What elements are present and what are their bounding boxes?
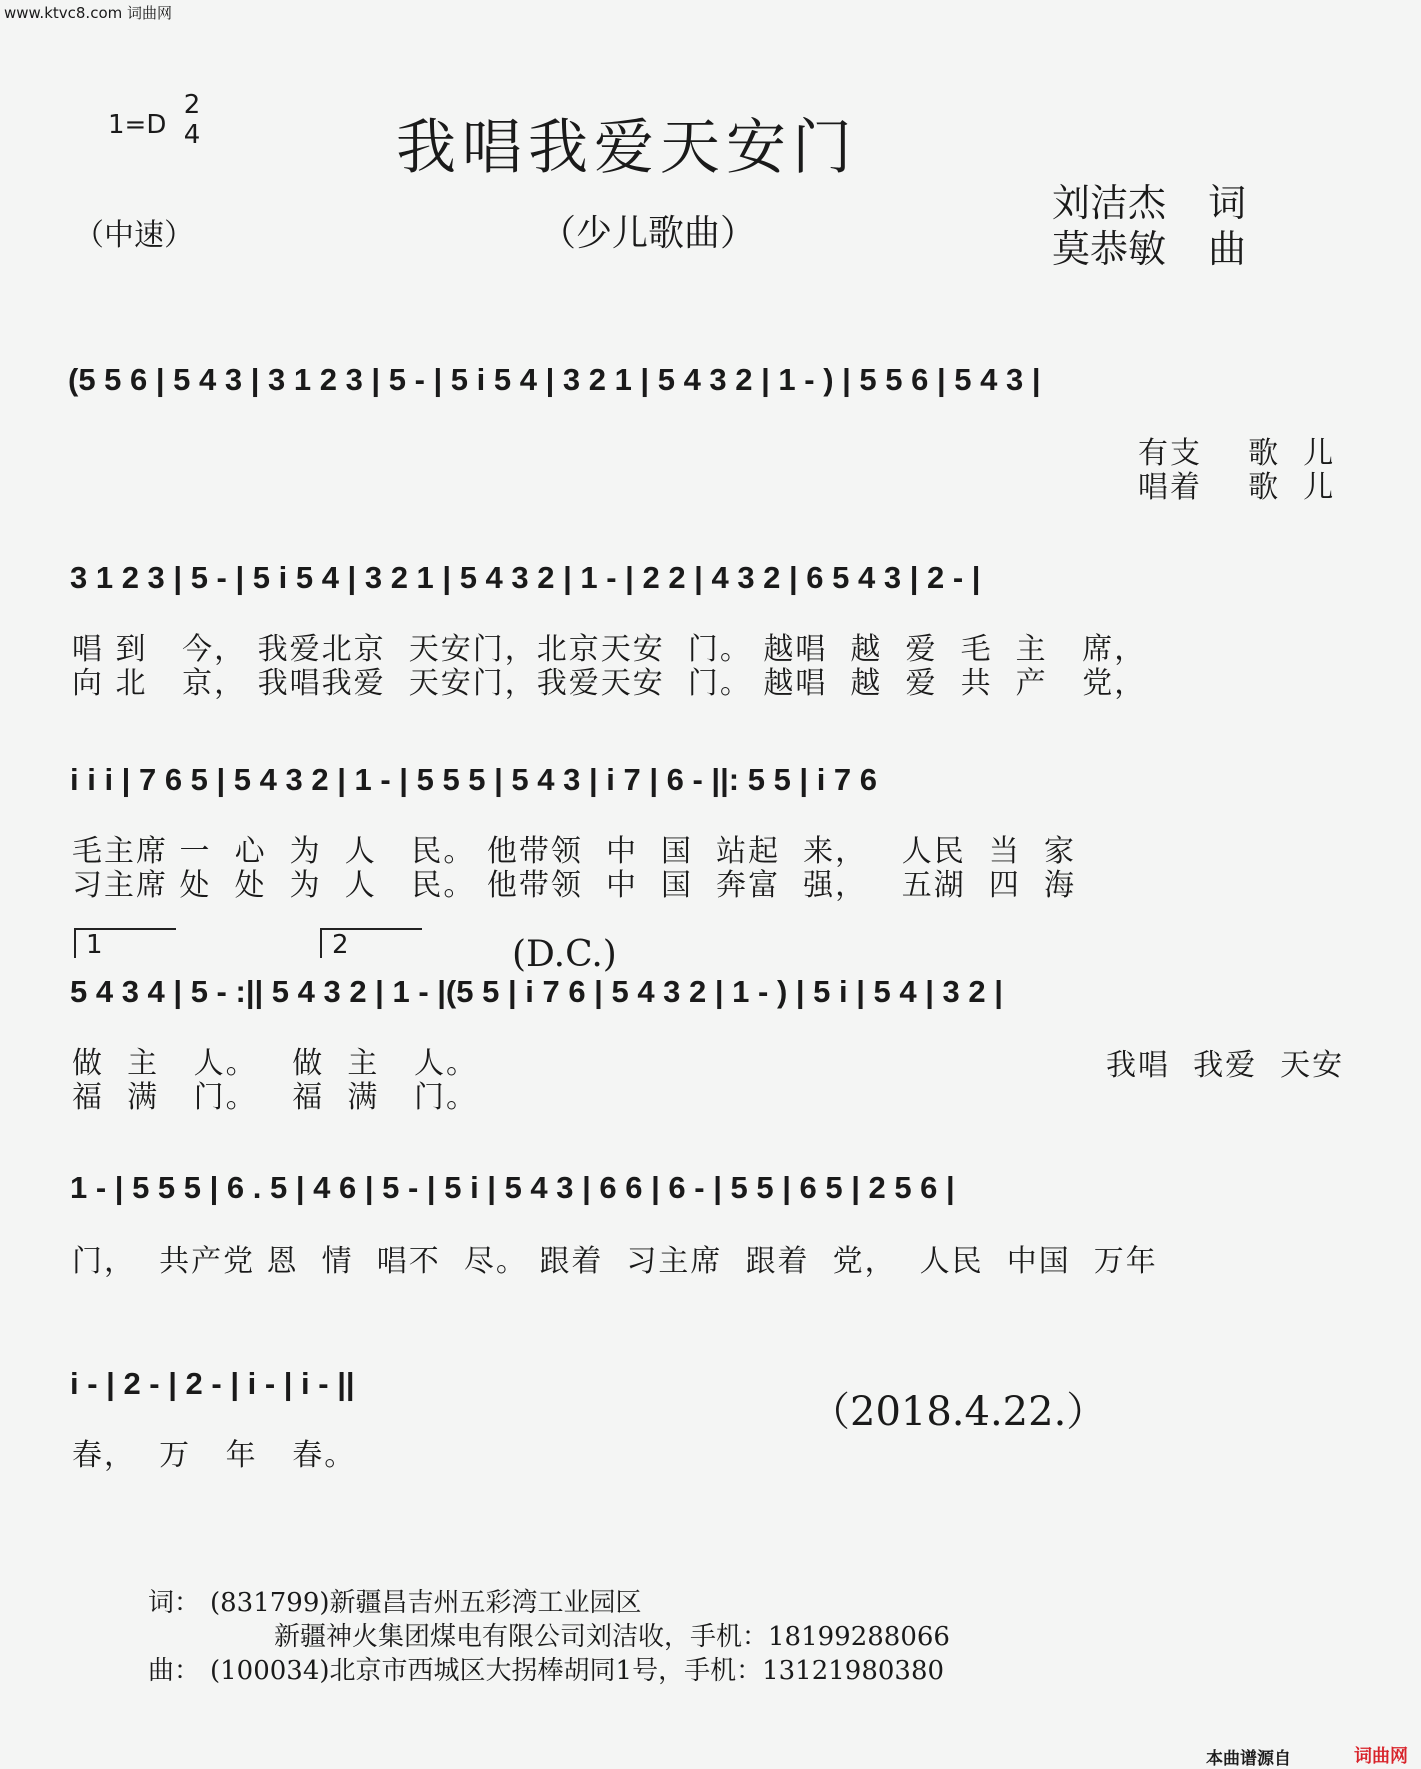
lyrics-line-2-verse-1: 唱 到 今， 我爱北京 天安门，北京天安 门。 越唱 越 爱 毛 主 席， xyxy=(72,632,1147,667)
lyricist-address-label: 词： xyxy=(148,1588,201,1618)
lyrics-line-3-verse-1: 毛主席 一 心 为 人 民。 他带领 中 国 站起 来， 人民 当 家 xyxy=(72,834,1076,869)
lyrics-line-4-right: 我唱 我爱 天安 xyxy=(1106,1048,1345,1083)
lyricist-address-line-2: 新疆神火集团煤电有限公司刘洁收，手机：18199288066 xyxy=(274,1622,950,1652)
lyrics-line-2-verse-2: 向 北 京， 我唱我爱 天安门，我爱天安 门。 越唱 越 爱 共 产 党， xyxy=(72,666,1147,701)
staff-line-6 xyxy=(0,1366,600,1424)
lyrics-line-4-verse-1: 做 主 人。 做 主 人。 xyxy=(72,1046,478,1081)
lyrics-line-3-verse-2: 习主席 处 处 为 人 民。 他带领 中 国 奔富 强， 五湖 四 海 xyxy=(72,868,1076,903)
staff-line-4 xyxy=(0,974,1421,1032)
composer-credit: 莫恭敏 曲 xyxy=(1052,227,1247,271)
watermark: www.ktvc8.com 词曲网 xyxy=(4,4,173,22)
lyricist-address-line-1: (831799)新疆昌吉州五彩湾工业园区 xyxy=(210,1588,642,1618)
time-signature-denominator: 4 xyxy=(183,120,201,150)
composer-address-line: (100034)北京市西城区大拐棒胡同1号，手机：13121980380 xyxy=(210,1656,945,1686)
source-note: 本曲谱源自 xyxy=(1206,1749,1291,1769)
composition-date: （2018.4.22.） xyxy=(810,1389,1107,1435)
site-logo: 词曲网 xyxy=(1354,1746,1408,1767)
staff-line-1 xyxy=(0,362,1421,420)
lyrics-line-6: 春， 万 年 春。 xyxy=(72,1438,357,1473)
first-ending-number: 1 xyxy=(86,930,103,960)
staff-line-3 xyxy=(0,762,1421,820)
notation-line-3: i i i | 7 6 5 | 5 4 3 2 | 1 - | 5 5 5 | 5 4 3 | i 7 | 6 - ||: 5 5 | i 7 6 xyxy=(70,762,878,797)
da-capo-marking: (D.C.) xyxy=(512,934,617,975)
notation-line-1: (5 5 6 | 5 4 3 | 3 1 2 3 | 5 - | 5 i 5 4 | 3 2 1 | 5 4 3 2 | 1 - ) | 5 5 6 | 5 4 3 | xyxy=(68,362,1041,397)
second-ending-number: 2 xyxy=(332,930,349,960)
time-signature xyxy=(180,90,204,150)
song-title: 我唱我爱天安门 xyxy=(396,113,858,183)
notation-line-6: i - | 2 - | 2 - | i - | i - || xyxy=(70,1366,355,1401)
staff-line-2 xyxy=(0,560,1421,618)
song-subtitle: （少儿歌曲） xyxy=(540,213,757,254)
lyrics-line-1-verse-2: 唱着 歌 儿 xyxy=(1138,470,1336,505)
notation-line-4: 5 4 3 4 | 5 - :|| 5 4 3 2 | 1 - |(5 5 | i 7 6 | 5 4 3 2 | 1 - ) | 5 i | 5 4 | 3 2 | xyxy=(70,974,1003,1009)
tempo-marking: （中速） xyxy=(74,218,194,253)
notation-line-5: 1 - | 5 5 5 | 6 . 5 | 4 6 | 5 - | 5 i | 5 4 3 | 6 6 | 6 - | 5 5 | 6 5 | 2 5 6 | xyxy=(70,1170,955,1205)
composer-address-label: 曲： xyxy=(148,1656,201,1686)
notation-line-2: 3 1 2 3 | 5 - | 5 i 5 4 | 3 2 1 | 5 4 3 2 | 1 - | 2 2 | 4 3 2 | 6 5 4 3 | 2 - | xyxy=(70,560,981,595)
key-signature: 1=D xyxy=(108,110,167,140)
lyrics-line-4-verse-2: 福 满 门。 福 满 门。 xyxy=(72,1080,478,1115)
time-signature-numerator: 2 xyxy=(183,90,201,120)
lyrics-line-1-verse-1: 有支 歌 儿 xyxy=(1138,436,1336,471)
lyricist-credit: 刘洁杰 词 xyxy=(1052,181,1247,225)
lyrics-line-5: 门， 共产党 恩 情 唱不 尽。 跟着 习主席 跟着 党， 人民 中国 万年 xyxy=(72,1244,1158,1279)
first-ending-bracket xyxy=(74,928,176,958)
second-ending-bracket xyxy=(320,928,422,958)
staff-line-5 xyxy=(0,1170,1421,1228)
